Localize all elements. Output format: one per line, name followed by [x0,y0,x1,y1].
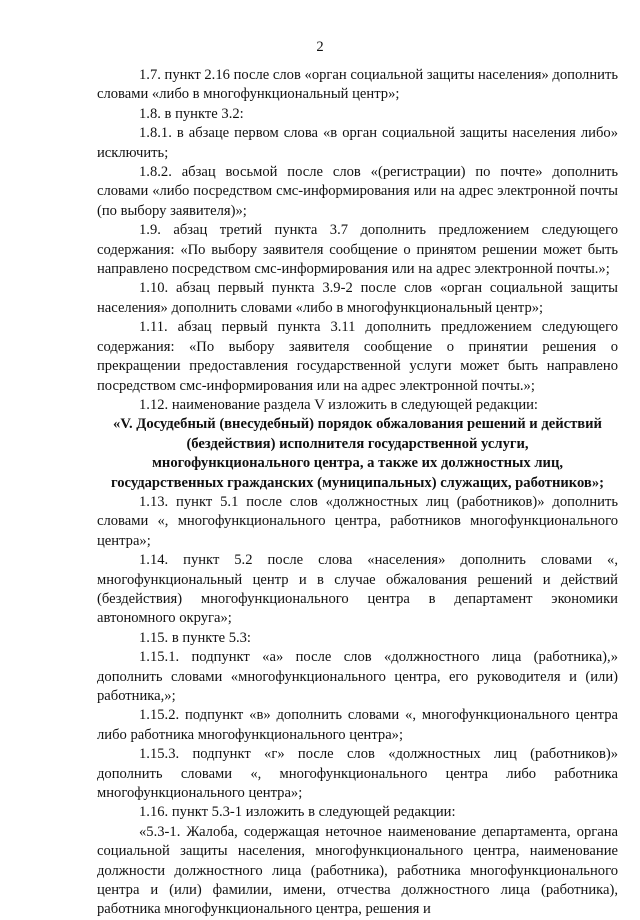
paragraph-1-10: 1.10. абзац первый пункта 3.9-2 после слов «орган социальной защиты населения» дополнить словами «либо в многофункциональный центр»; [97,280,618,316]
paragraph-1-15-2: 1.15.2. подпункт «в» дополнить словами «, многофункционального центра либо работника многофункционального центра»; [97,707,618,743]
paragraph-1-12: 1.12. наименование раздела V изложить в следующей редакции: [139,396,538,413]
heading-line: многофункционального центра, а также их должностных лиц, [151,455,564,472]
paragraph-1-16: 1.16. пункт 5.3-1 изложить в следующей редакции: [139,804,456,821]
paragraph-1-14: 1.14. пункт 5.2 после слова «населения» дополнить словами «, многофункциональный центр и в случае обжалования решений и действий (бездействия) многофункционального центра в департамент экономики автономного округа»; [97,552,618,627]
section-v-heading [97,415,618,493]
paragraph-5-3-1: «5.3-1. Жалоба, содержащая неточное наименование департамента, органа социальной защиты населения, многофункционального центра, наименование должности должностного лица (работника), работника многофункционального центра и (или) фамилии, имени, отчества должностного лица (работника), работника многофункционального центра, решения и [97,823,618,918]
page-number: 2 [316,39,324,55]
paragraph-1-8: 1.8. в пункте 3.2: [139,105,244,122]
paragraph-1-13: 1.13. пункт 5.1 после слов «должностных лиц (работников)» дополнить словами «, многофункционального центра, работников многофункционального центра»; [97,493,618,549]
document-body [97,66,618,920]
paragraph-1-11: 1.11. абзац первый пункта 3.11 дополнить предложением следующего содержания: «По выбору заявителя сообщение о принятии решения о прекращении предоставления государственной услуги может быть направлено посредством смс-информирования или на адрес электронной почты.»; [97,319,618,394]
paragraph-1-8-1: 1.8.1. в абзаце первом слова «в орган социальной защиты населения либо» исключить; [97,125,618,161]
paragraph-1-8-2: 1.8.2. абзац восьмой после слов «(регистрации) по почте» дополнить словами «либо посредством смс-информирования или на адрес электронной почты (по выбору заявителя)»; [97,164,618,219]
paragraph-1-15-3: 1.15.3. подпункт «г» после слов «должностных лиц (работников)» дополнить словами «, многофункционального центра либо работника многофункционального центра»; [97,746,618,802]
paragraph-1-15-1: 1.15.1. подпункт «а» после слов «должностного лица (работника),» дополнить словами «многофункционального центра, его руководителя и (или) работника,»; [97,649,618,704]
paragraph-1-7: 1.7. пункт 2.16 после слов «орган социальной защиты населения» дополнить словами «либо в многофункциональный центр»; [97,67,618,103]
heading-line: (бездействия) исполнителя государственной услуги, [186,435,529,452]
paragraph-1-9: 1.9. абзац третий пункта 3.7 дополнить предложением следующего содержания: «По выбору заявителя сообщение о принятом решении может быть направлено посредством смс-информирования или на адрес электронной почты.»; [97,222,618,278]
heading-line: государственных гражданских (муниципальных) служащих, работников»; [111,474,604,491]
paragraph-1-15: 1.15. в пункте 5.3: [139,629,251,646]
heading-line: «V. Досудебный (внесудебный) порядок обжалования решений и действий [113,416,602,433]
